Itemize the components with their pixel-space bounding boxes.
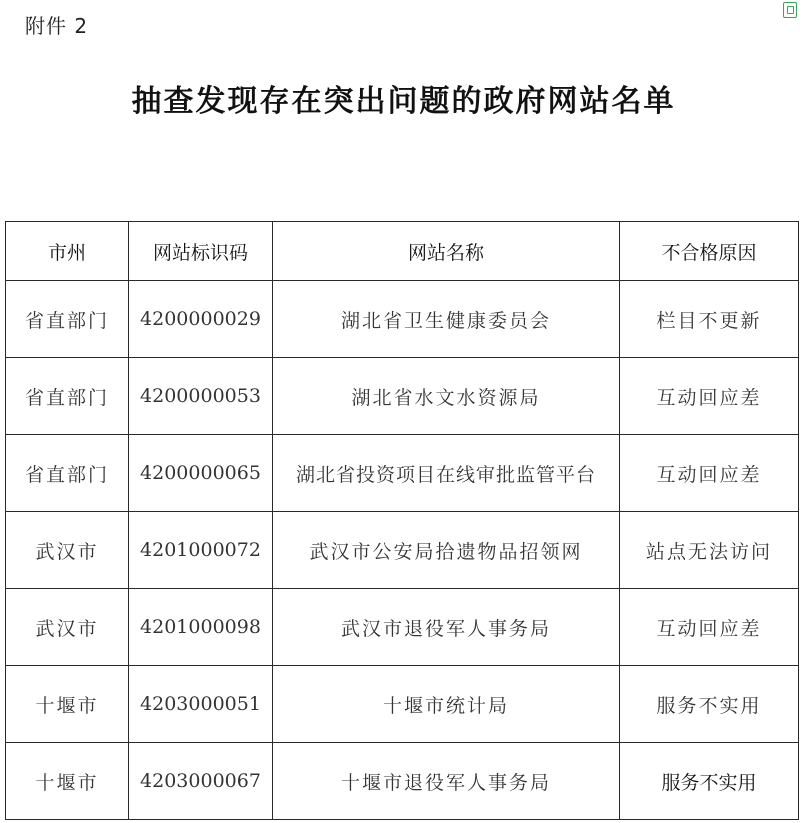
column-header-code: 网站标识码 — [129, 222, 273, 281]
column-header-reason: 不合格原因 — [620, 222, 799, 281]
column-header-name: 网站名称 — [273, 222, 620, 281]
page-title: 抽查发现存在突出问题的政府网站名单 — [131, 84, 676, 119]
cell-name: 武汉市公安局拾遗物品招领网 — [273, 512, 620, 589]
table-row — [6, 589, 799, 666]
cell-name: 湖北省卫生健康委员会 — [273, 281, 620, 358]
cell-city: 十堰市 — [6, 666, 129, 743]
cell-reason: 服务不实用 — [620, 743, 799, 820]
website-table — [5, 221, 799, 820]
table-row — [6, 358, 799, 435]
cell-name: 湖北省投资项目在线审批监管平台 — [273, 435, 620, 512]
cell-code: 4201000098 — [129, 589, 273, 666]
cell-reason: 互动回应差 — [620, 589, 799, 666]
cell-name: 十堰市统计局 — [273, 666, 620, 743]
table-row — [6, 743, 799, 820]
attachment-label: 附件 2 — [25, 14, 89, 38]
column-header-city: 市州 — [6, 222, 129, 281]
cell-code: 4201000072 — [129, 512, 273, 589]
cell-city: 武汉市 — [6, 589, 129, 666]
cell-reason: 服务不实用 — [620, 666, 799, 743]
cell-city: 省直部门 — [6, 281, 129, 358]
table-row — [6, 512, 799, 589]
table-row — [6, 435, 799, 512]
cell-name: 十堰市退役军人事务局 — [273, 743, 620, 820]
table-row — [6, 281, 799, 358]
cell-name: 湖北省水文水资源局 — [273, 358, 620, 435]
cell-city: 十堰市 — [6, 743, 129, 820]
cell-code: 4203000067 — [129, 743, 273, 820]
cell-reason: 互动回应差 — [620, 358, 799, 435]
cell-city: 省直部门 — [6, 435, 129, 512]
cell-code: 4200000029 — [129, 281, 273, 358]
cell-city: 省直部门 — [6, 358, 129, 435]
cell-reason: 栏目不更新 — [620, 281, 799, 358]
table-header-row — [6, 222, 799, 281]
cell-code: 4200000053 — [129, 358, 273, 435]
document-icon[interactable] — [783, 2, 797, 18]
cell-city: 武汉市 — [6, 512, 129, 589]
cell-code: 4203000051 — [129, 666, 273, 743]
cell-reason: 互动回应差 — [620, 435, 799, 512]
cell-reason: 站点无法访问 — [620, 512, 799, 589]
cell-name: 武汉市退役军人事务局 — [273, 589, 620, 666]
table-row — [6, 666, 799, 743]
cell-code: 4200000065 — [129, 435, 273, 512]
